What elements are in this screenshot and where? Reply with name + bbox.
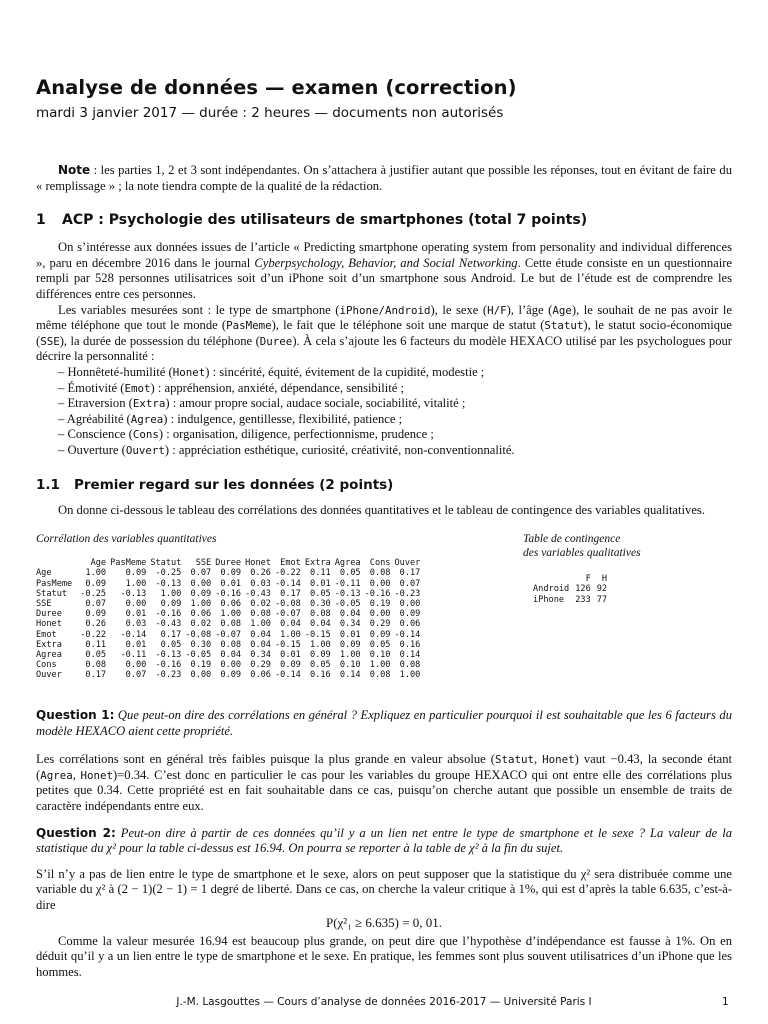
contingency-caption-line-2: des variables qualitatives: [523, 547, 641, 560]
text-span: ,: [533, 752, 543, 767]
section-1-heading: [36, 212, 732, 228]
correlation-value: 1.00: [339, 649, 361, 660]
correlation-value: 0.29: [369, 619, 391, 630]
question-2: [36, 826, 732, 857]
correlation-value: -0.14: [120, 629, 147, 640]
correlation-value: 0.05: [310, 588, 331, 599]
section-1-1-heading: [36, 477, 732, 493]
variables-paragraph: [36, 303, 732, 365]
question-1: [36, 708, 732, 739]
correlation-value: -0.16: [364, 588, 391, 599]
correlation-value: 0.09: [85, 609, 107, 620]
table-row: [36, 568, 420, 578]
correlation-caption: Corrélation des variables quantitatives: [36, 533, 217, 546]
correlation-value: -0.43: [245, 588, 271, 599]
correlation-value: 1.00: [310, 639, 331, 650]
row-label: Android: [533, 584, 570, 595]
table-row: [36, 650, 420, 660]
correlation-value: 0.09: [280, 660, 301, 671]
code-pasmeme: PasMeme: [226, 319, 272, 333]
table-row: [36, 630, 420, 640]
document-title: Analyse de données — examen (correction): [36, 76, 517, 99]
correlation-value: 0.06: [220, 598, 242, 609]
section-1-1-title: Premier regard sur les données (2 points): [74, 476, 394, 493]
equation: P(χ²₁ ≥ 6.635) = 0, 01.: [325, 914, 443, 930]
correlation-value: 0.17: [399, 568, 421, 579]
correlation-table: [36, 558, 420, 680]
contingency-table-block: [523, 532, 641, 605]
correlation-value: -0.14: [274, 670, 301, 681]
correlation-value: 0.00: [190, 670, 212, 681]
text-span: )=0.34. C’est donc en particulier le cas pour les variables du groupe HEXACO qui ont entre elle des corrélations plus petites que 0.34. Cette propriété est en fait souhaitable dans ce cas, puisqu’on cherche autant que possible un ensemble de traits de caractère indépendants entre eux.: [36, 767, 732, 814]
correlation-value: -0.13: [155, 578, 182, 589]
correlation-value: 0.06: [399, 619, 421, 630]
correlation-value: 0.10: [369, 649, 391, 660]
list-item: [58, 443, 732, 459]
page-number: 1: [722, 996, 729, 1008]
correlation-value: 0.00: [369, 578, 391, 589]
correlation-value: 0.05: [310, 660, 331, 671]
answer-1: [36, 752, 732, 814]
text-span: Les corrélations sont en général très faibles puisque la plus grande en valeur absolue (: [36, 752, 495, 767]
correlation-value: 0.08: [220, 619, 242, 630]
text-span: ), la durée de possession du téléphone (: [59, 333, 260, 348]
contingency-table-body: [523, 584, 607, 604]
document-subtitle: mardi 3 janvier 2017 — durée : 2 heures — documents non autorisés: [36, 105, 504, 121]
correlation-value: 0.05: [85, 649, 107, 660]
correlation-value: -0.14: [394, 629, 421, 640]
code-statut: Statut: [494, 753, 534, 767]
correlation-value: 0.29: [250, 660, 271, 671]
text-span: ), le sexe (: [430, 302, 488, 317]
code-sex: H/F: [487, 303, 507, 317]
correlation-value: 0.17: [280, 588, 301, 599]
note-label: Note: [58, 163, 91, 177]
correlation-value: 0.17: [85, 670, 107, 681]
correlation-value: 0.11: [85, 639, 107, 650]
column-header: F: [585, 574, 591, 585]
row-label: SSE: [36, 598, 52, 609]
section-1-number: 1: [36, 212, 46, 229]
text-span: ) vaut −0.43, la seconde étant (: [36, 752, 732, 782]
code-statut: Statut: [544, 319, 584, 333]
correlation-value: 0.14: [399, 649, 421, 660]
factor-name: Honnêteté-humilité (: [67, 364, 173, 379]
correlation-value: -0.16: [155, 609, 182, 620]
correlation-value: -0.05: [185, 649, 212, 660]
text-span: ), le fait que le téléphone soit une marque de statut (: [271, 318, 545, 333]
table-row: [36, 660, 420, 670]
factor-code: Honet: [172, 365, 206, 379]
question-text: Que peut-on dire des corrélations en général ? Expliquez en particulier pourquoi il est souhaitable que les 6 facteurs du modèle HEXACO aient cette propriété.: [36, 708, 732, 738]
factor-name: Ouverture (: [67, 442, 126, 457]
correlation-value: 0.07: [85, 598, 107, 609]
column-header: Emot: [280, 558, 301, 569]
section-1-intro-paragraph: [36, 240, 732, 302]
correlation-value: 0.19: [369, 598, 391, 609]
factor-description: ) : appréciation esthétique, curiosité, créativité, non-conventionnalité.: [164, 442, 515, 457]
correlation-value: 0.02: [190, 619, 212, 630]
correlation-value: -0.25: [155, 568, 182, 579]
correlation-value: 1.00: [85, 568, 107, 579]
correlation-value: 0.09: [160, 598, 182, 609]
correlation-value: 0.00: [369, 609, 391, 620]
code-honet: Honet: [542, 753, 575, 767]
correlation-value: 0.01: [280, 649, 301, 660]
correlation-value: -0.14: [274, 578, 301, 589]
row-label: PasMeme: [36, 578, 73, 589]
correlation-value: -0.15: [274, 639, 301, 650]
correlation-value: 1.00: [399, 670, 421, 681]
correlation-value: -0.07: [274, 609, 301, 620]
correlation-value: 0.30: [310, 598, 331, 609]
correlation-value: 0.09: [310, 649, 331, 660]
answer-2: S’il n’y a pas de lien entre le type de smartphone et le sexe, alors on peut supposer que la statistique du χ² sera distribuée comme une variable du χ² à (2 − 1)(2 − 1) = 1 degré de liberté. Dans ce cas, on cherche la valeur critique à 1%, qui est d’après la table 6.635, c’est-à-dire: [36, 866, 732, 913]
correlation-value: 0.16: [310, 670, 331, 681]
correlation-value: 0.09: [125, 568, 147, 579]
code-honet: Honet: [80, 768, 113, 782]
correlation-value: 0.08: [310, 609, 331, 620]
column-header: Age: [90, 558, 107, 569]
table-row: [36, 579, 420, 589]
correlation-value: 0.08: [369, 670, 391, 681]
row-label: Cons: [36, 660, 57, 671]
table-row: [36, 619, 420, 629]
column-header: Agrea: [334, 558, 361, 569]
factor-description: ) : amour propre social, audace sociale, sociabilité, vitalité ;: [165, 396, 466, 411]
row-label: Age: [36, 568, 52, 579]
section-1-title: ACP : Psychologie des utilisateurs de smartphones (total 7 points): [62, 212, 588, 229]
section-1-1-number: 1.1: [36, 476, 60, 493]
document-page: [36, 76, 732, 980]
correlation-table-body: [36, 568, 420, 680]
table-row: [36, 640, 420, 650]
factor-description: ) : organisation, diligence, perfectionnisme, prudence ;: [158, 427, 434, 442]
row-label: Emot: [36, 629, 57, 640]
correlation-value: -0.16: [155, 660, 182, 671]
table-header-row: [36, 558, 420, 568]
factor-code: Extra: [132, 397, 166, 411]
row-label: iPhone: [533, 594, 565, 605]
count-value: 77: [596, 594, 608, 605]
correlation-value: -0.08: [185, 629, 212, 640]
factor-description: ) : indulgence, gentillesse, flexibilité, patience ;: [163, 411, 403, 426]
correlation-value: 0.10: [339, 660, 361, 671]
column-header: SSE: [195, 558, 212, 569]
correlation-value: 0.04: [280, 619, 301, 630]
correlation-value: 0.01: [125, 639, 147, 650]
factor-code: Emot: [124, 381, 151, 395]
correlation-value: 0.16: [399, 639, 421, 650]
column-header: Honet: [245, 558, 271, 569]
correlation-value: 0.00: [399, 598, 421, 609]
correlation-value: 0.00: [125, 598, 147, 609]
correlation-value: 1.00: [369, 660, 391, 671]
section-1-1-intro: On donne ci-dessous le tableau des corrélations des données quantitatives et le tableau de contingence des variables qualitatives.: [58, 502, 705, 517]
correlation-table-block: [36, 532, 420, 680]
correlation-value: 0.17: [160, 629, 182, 640]
correlation-value: 0.03: [125, 619, 147, 630]
note-paragraph: [36, 163, 732, 194]
row-label: Statut: [36, 588, 68, 599]
text-span: . Cette étude consiste en un questionnaire rempli par 528 personnes utilisatrices soit d’un iPhone soit d’un smartphone sous Android. Le but de l’étude est de comprendre les différences entre ces personnes.: [36, 255, 732, 301]
correlation-value: 0.06: [190, 609, 212, 620]
note-text: : les parties 1, 2 et 3 sont indépendantes. On s’attachera à justifier autant que possible les réponses, tout en évitant de faire du « remplissage » ; la note tiendra compte de la qualité de la rédaction.: [36, 163, 732, 193]
text-span: On s’intéresse aux données issues de l’article « Predicting smartphone operating system from personality and individual differences », paru en décembre 2016 dans le journal: [36, 240, 732, 270]
correlation-value: 0.01: [339, 629, 361, 640]
correlation-value: -0.05: [334, 598, 361, 609]
correlation-value: -0.07: [215, 629, 242, 640]
correlation-value: 0.07: [190, 568, 212, 579]
correlation-value: 0.05: [339, 568, 361, 579]
row-label: Ouver: [36, 670, 62, 681]
factor-code: Cons: [132, 428, 159, 442]
row-label: Agrea: [36, 649, 62, 660]
correlation-value: -0.11: [120, 649, 147, 660]
correlation-value: -0.16: [215, 588, 242, 599]
correlation-value: 0.00: [125, 660, 147, 671]
correlation-value: 0.00: [190, 578, 212, 589]
text-span: ), le statut socio-économique (: [36, 318, 732, 348]
column-header: H: [601, 574, 608, 585]
table-row: [36, 599, 420, 609]
correlation-value: 0.04: [250, 639, 271, 650]
question-label: Question 2:: [36, 825, 116, 840]
code-agrea: Agrea: [40, 768, 73, 782]
column-header: Extra: [304, 558, 331, 569]
column-header: Statut: [150, 558, 182, 569]
correlation-value: 0.01: [125, 609, 147, 620]
column-header: Ouver: [394, 558, 421, 569]
count-value: 233: [575, 594, 591, 605]
hexaco-factor-list: [36, 365, 732, 459]
correlation-value: 1.00: [190, 598, 212, 609]
question-label: Question 1:: [36, 708, 115, 723]
table-corner-cell: [36, 558, 76, 568]
correlation-value: -0.11: [334, 578, 361, 589]
row-label: Honet: [36, 619, 62, 630]
correlation-value: 0.09: [399, 609, 421, 620]
correlation-value: 0.05: [369, 639, 391, 650]
correlation-value: 0.26: [85, 619, 107, 630]
correlation-value: 0.08: [85, 660, 107, 671]
correlation-value: 0.07: [125, 670, 147, 681]
correlation-value: 1.00: [125, 578, 147, 589]
correlation-value: -0.22: [274, 568, 301, 579]
correlation-value: -0.23: [155, 670, 182, 681]
table-row: [36, 670, 420, 680]
list-item: [58, 427, 732, 443]
table-row: [36, 609, 420, 619]
correlation-value: -0.25: [80, 588, 107, 599]
text-span: ), le souhait de ne pas avoir le même téléphone que tout le monde (: [36, 302, 732, 333]
row-label: Extra: [36, 639, 62, 650]
answer-2-conclusion: Comme la valeur mesurée 16.94 est beaucoup plus grande, on peut dire que l’hypothèse d’indépendance est fausse à 1%. On en déduit qu’il y a un lien entre le type de smartphone et le sexe. En pratique, les femmes sont plus souvent utilisatrices d’un iPhone que les hommes.: [36, 933, 732, 979]
table-corner-cell: [523, 574, 569, 584]
column-header: Cons: [369, 558, 391, 569]
column-header: PasMeme: [110, 558, 147, 569]
correlation-value: 0.09: [85, 578, 107, 589]
factor-description: ) : sincérité, équité, évitement de la cupidité, modestie ;: [205, 364, 485, 379]
list-item: [58, 365, 732, 381]
factor-name: Conscience (: [67, 427, 133, 442]
correlation-value: -0.23: [394, 588, 421, 599]
correlation-value: 0.04: [339, 609, 361, 620]
list-item: [58, 412, 732, 428]
correlation-value: 0.04: [310, 619, 331, 630]
count-value: 126: [575, 584, 591, 595]
page-footer: J.-M. Lasgouttes — Cours d’analyse de données 2016-2017 — Université Paris I: [176, 996, 592, 1008]
contingency-caption-line-1: Table de contingence: [523, 533, 621, 546]
correlation-value: 0.02: [250, 598, 271, 609]
correlation-value: 1.00: [280, 629, 301, 640]
correlation-value: 0.05: [160, 639, 182, 650]
question-text: Peut-on dire à partir de ces données qu’il y a un lien net entre le type de smartphone et le sexe ? La valeur de la statistique du χ² pour la table ci-dessus est 16.94. On pourra se reporter à la table de χ² à la fin du sujet.: [36, 825, 732, 856]
table-row: [523, 595, 607, 605]
correlation-value: 0.01: [310, 578, 331, 589]
correlation-value: -0.13: [155, 649, 182, 660]
correlation-value: 0.09: [369, 629, 391, 640]
row-label: Duree: [36, 609, 62, 620]
correlation-value: 1.00: [160, 588, 182, 599]
factor-name: Émotivité (: [67, 380, 125, 395]
text-span: Les variables mesurées sont : le type de smartphone (: [58, 302, 340, 317]
contingency-table: [523, 574, 607, 605]
correlation-value: 1.00: [250, 619, 271, 630]
correlation-value: 0.30: [190, 639, 212, 650]
correlation-value: 0.06: [250, 670, 271, 681]
text-span: ,: [72, 767, 81, 782]
correlation-value: 0.19: [190, 660, 212, 671]
text-span: ), l’âge (: [506, 302, 553, 317]
factor-description: ) : appréhension, anxiété, dépendance, sensibilité ;: [150, 380, 405, 395]
correlation-value: -0.13: [334, 588, 361, 599]
correlation-value: 0.11: [310, 568, 331, 579]
correlation-value: 0.01: [220, 578, 242, 589]
tables-area: [36, 532, 732, 706]
correlation-value: -0.22: [80, 629, 107, 640]
correlation-value: -0.13: [120, 588, 147, 599]
correlation-value: 0.09: [220, 670, 242, 681]
factor-name: Agréabilité (: [66, 411, 131, 426]
code-phone-type: iPhone/Android: [339, 303, 431, 317]
code-duree: Duree: [259, 334, 293, 348]
correlation-value: 0.08: [250, 609, 271, 620]
table-header-row: [523, 574, 607, 584]
correlation-value: 0.09: [190, 588, 212, 599]
code-age: Age: [552, 303, 572, 317]
correlation-value: 0.09: [220, 568, 242, 579]
correlation-value: 0.00: [220, 660, 242, 671]
column-header: Duree: [215, 558, 242, 569]
correlation-value: 0.09: [339, 639, 361, 650]
correlation-value: -0.08: [274, 598, 301, 609]
table-row: [36, 589, 420, 599]
correlation-value: 0.04: [250, 629, 271, 640]
table-row: [523, 584, 607, 594]
count-value: 92: [596, 584, 608, 595]
correlation-value: 0.07: [399, 578, 421, 589]
correlation-value: 0.34: [339, 619, 361, 630]
correlation-value: 1.00: [220, 609, 242, 620]
journal-name: Cyberpsychology, Behavior, and Social Networking: [254, 255, 518, 270]
correlation-value: 0.04: [220, 649, 242, 660]
list-item: [58, 396, 732, 412]
factor-name: Etraversion (: [67, 396, 133, 411]
correlation-value: 0.14: [339, 670, 361, 681]
text-span: ). À cela s’ajoute les 6 facteurs du modèle HEXACO utilisé par les psychologues pour décrire la personnalité :: [36, 333, 732, 364]
correlation-value: 0.26: [250, 568, 271, 579]
correlation-value: 0.03: [250, 578, 271, 589]
code-sse: SSE: [40, 334, 60, 348]
list-item: [58, 381, 732, 397]
correlation-value: 0.08: [399, 660, 421, 671]
correlation-value: -0.43: [155, 619, 182, 630]
correlation-value: 0.08: [369, 568, 391, 579]
correlation-value: -0.15: [304, 629, 331, 640]
correlation-value: 0.34: [250, 649, 271, 660]
correlation-value: 0.08: [220, 639, 242, 650]
factor-code: Agrea: [130, 412, 164, 426]
factor-code: Ouvert: [125, 443, 165, 457]
